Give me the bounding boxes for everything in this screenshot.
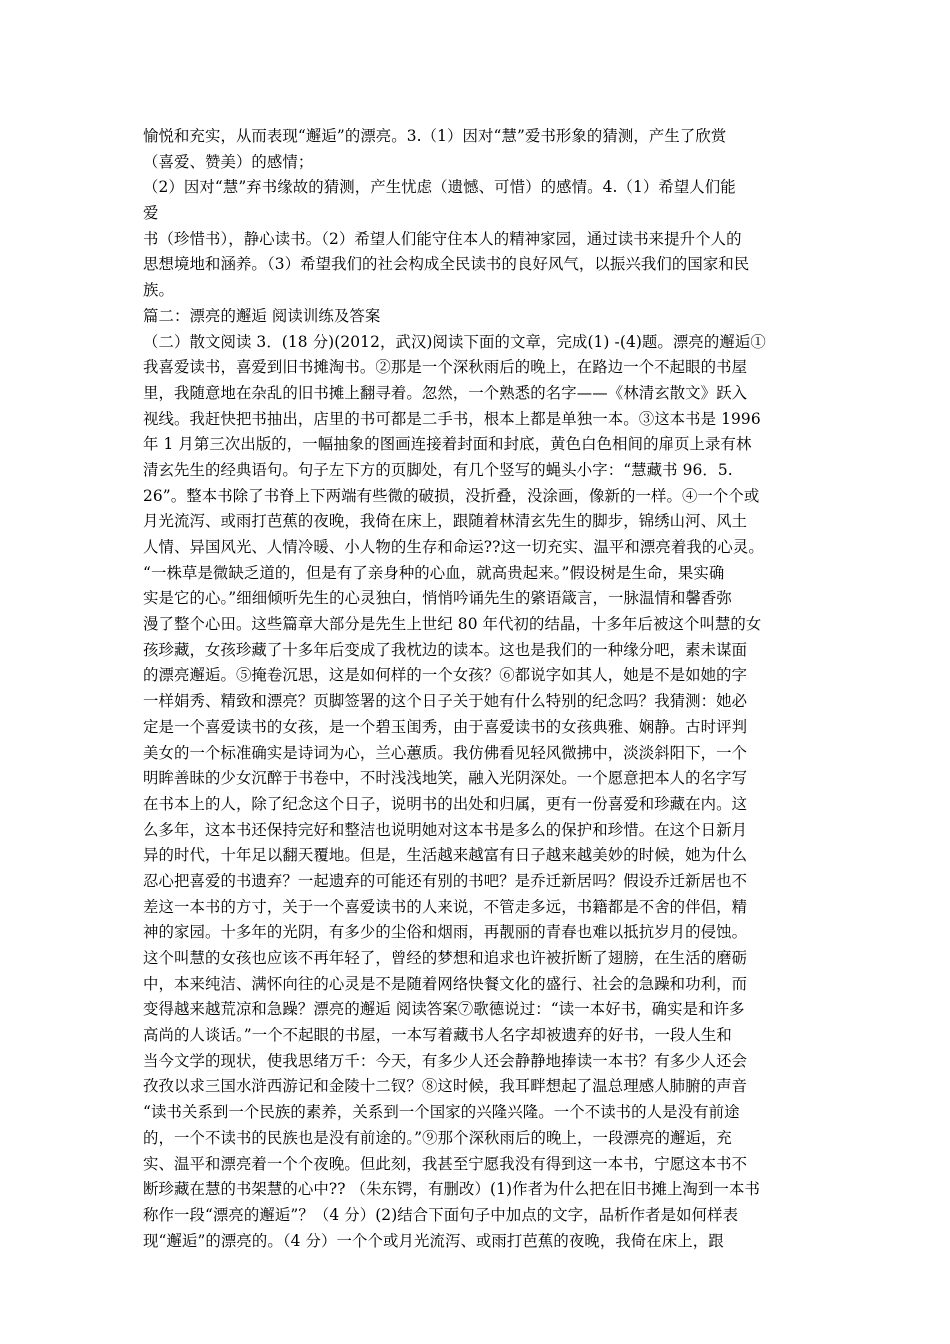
text-line: 一样娟秀、精致和漂亮？页脚签署的这个日子关于她有什么特别的纪念吗？我猜测：她必 bbox=[143, 692, 748, 711]
text-line: “一株草是微缺乏道的，但是有了亲身种的心血，就高贵起来。”假设树是生命，果实确 bbox=[143, 563, 725, 582]
text-line: 族。 bbox=[143, 281, 174, 300]
text-line: 中，本来纯洁、满怀向往的心灵是不是随着网络快餐文化的盛行、社会的急躁和功利，而 bbox=[143, 974, 748, 993]
text-line: 称作一段“漂亮的邂逅”？（4 分）(2)结合下面句子中加点的文字，品析作者是如何样表 bbox=[143, 1205, 739, 1224]
text-line: 在书本上的人，除了纪念这个日子，说明书的出处和归属，更有一份喜爱和珍藏在内。这 bbox=[143, 794, 748, 813]
text-line: 差这一本书的方寸，关于一个喜爱读书的人来说，不管走多远，书籍都是不舍的伴侣，精 bbox=[143, 897, 748, 916]
text-line: 美女的一个标准确实是诗词为心，兰心蕙质。我仿佛看见轻风微拂中，淡淡斜阳下，一个 bbox=[143, 743, 748, 762]
text-line: 定是一个喜爱读书的女孩，是一个碧玉闺秀，由于喜爱读书的女孩典雅、娴静。古时评判 bbox=[143, 717, 748, 736]
text-line: 实、温平和漂亮着一个个夜晚。但此刻，我甚至宁愿我没有得到这一本书，宁愿这本书不 bbox=[143, 1154, 748, 1173]
text-line: 现“邂逅”的漂亮的。（4 分）一个个或月光流泻、或雨打芭蕉的夜晚，我倚在床上，跟 bbox=[143, 1231, 724, 1250]
text-line: 清玄先生的经典语句。句子左下方的页脚处，有几个竖写的蝇头小字：“慧藏书 96．5. bbox=[143, 460, 733, 479]
text-line: “读书关系到一个民族的素养，关系到一个国家的兴隆兴隆。一个不读书的人是没有前途 bbox=[143, 1103, 740, 1122]
text-line: 忍心把喜爱的书遗弃？一起遗弃的可能还有别的书吧？是乔迁新居吗？假设乔迁新居也不 bbox=[143, 871, 748, 890]
text-line: 愉悦和充实，从而表现“邂逅”的漂亮。3.（1）因对“慧”爱书形象的猜测，产生了欣赏 bbox=[143, 127, 727, 145]
text-line: 年 1 月第三次出版的，一幅抽象的图画连接着封面和封底，黄色白色相间的扉页上录有林 bbox=[143, 435, 752, 454]
text-line: 思想境地和涵养。（3）希望我们的社会构成全民读书的良好风气，以振兴我们的国家和民 bbox=[143, 255, 750, 274]
text-line: 么多年，这本书还保持完好和整洁也说明她对这本书是多么的保护和珍惜。在这个日新月 bbox=[143, 820, 748, 839]
text-line: 26”。整本书除了书脊上下两端有些微的破损，没折叠，没涂画，像新的一样。④一个个或 bbox=[143, 486, 760, 505]
text-line: 当今文学的现状，使我思绪万千：今天，有多少人还会静静地捧读一本书？有多少人还会 bbox=[143, 1051, 748, 1070]
text-line: 孩珍藏，女孩珍藏了十多年后变成了我枕边的读本。这也是我们的一种缘分吧，素未谋面 bbox=[143, 640, 748, 659]
text-line: 这个叫慧的女孩也应该不再年轻了，曾经的梦想和追求也许被折断了翅膀，在生活的磨砺 bbox=[143, 949, 748, 967]
text-line: 孜孜以求三国水浒西游记和金陵十二钗？⑧这时候，我耳畔想起了温总理感人肺腑的声音 bbox=[143, 1077, 748, 1096]
document-body bbox=[143, 124, 815, 1254]
text-line: 书（珍惜书），静心读书。（2）希望人们能守住本人的精神家园，通过读书来提升个人的 bbox=[143, 229, 742, 248]
text-line: 月光流泻、或雨打芭蕉的夜晚，我倚在床上，跟随着林清玄先生的脚步，锦绣山河、风土 bbox=[143, 512, 748, 531]
text-line: 里，我随意地在杂乱的旧书摊上翻寻着。忽然，一个熟悉的名字——《林清玄散文》跃入 bbox=[143, 383, 748, 402]
text-line: 断珍藏在慧的书架慧的心中?? （朱东锷，有删改）(1)作者为什么把在旧书摊上淘到一本书 bbox=[143, 1180, 760, 1199]
text-line: 视线。我赶快把书抽出，店里的书可都是二手书，根本上都是单独一本。③这本书是 1996 bbox=[143, 409, 761, 428]
text-line: 人情、异国风光、人情冷暖、小人物的生存和命运??这一切充实、温平和漂亮着我的心灵。 bbox=[143, 538, 764, 556]
text-line: （2）因对“慧”弃书缘故的猜测，产生忧虑（遗憾、可惜）的感情。4.（1）希望人们能 bbox=[143, 178, 736, 197]
text-line: 实是它的心。”细细倾听先生的心灵独白，悄悄吟诵先生的綮语箴言，一脉温情和馨香弥 bbox=[143, 589, 732, 608]
text-line: 异的时代，十年足以翻天覆地。但是，生活越来越富有日子越来越美妙的时候，她为什么 bbox=[143, 846, 748, 865]
text-line: （二）散文阅读 3．(18 分)(2012，武汉)阅读下面的文章，完成(1) -(4)题。漂亮的邂逅① bbox=[143, 332, 766, 351]
section-heading: 篇二：漂亮的邂逅 阅读训练及答案 bbox=[143, 306, 381, 325]
text-line: 变得越来越荒凉和急躁？漂亮的邂逅 阅读答案⑦歌德说过：“读一本好书，确实是和许多 bbox=[143, 1000, 745, 1019]
text-line: 的漂亮邂逅。⑤掩卷沉思，这是如何样的一个女孩？⑥都说字如其人，她是不是如她的字 bbox=[143, 666, 748, 685]
text-line: 我喜爱读书，喜爱到旧书摊淘书。②那是一个深秋雨后的晚上，在路边一个不起眼的书屋 bbox=[143, 358, 748, 377]
text-line: 爱 bbox=[143, 204, 159, 223]
text-line: 的，一个不读书的民族也是没有前途的。”⑨那个深秋雨后的晚上，一段漂亮的邂逅，充 bbox=[143, 1128, 732, 1147]
text-line: 高尚的人谈话。”一个不起眼的书屋，一本写着藏书人名字却被遗弃的好书，一段人生和 bbox=[143, 1026, 732, 1045]
text-line: （喜爱、赞美）的感情； bbox=[143, 152, 314, 171]
text-line: 神的家园。十多年的光阴，有多少的尘俗和烟雨，再靓丽的青春也难以抵抗岁月的侵蚀。 bbox=[143, 923, 748, 942]
text-line: 漫了整个心田。这些篇章大部分是先生上世纪 80 年代初的结晶，十多年后被这个叫慧的女 bbox=[143, 615, 762, 634]
text-line: 明眸善昧的少女沉醉于书卷中，不时浅浅地笑，融入光阴深处。一个愿意把本人的名字写 bbox=[143, 769, 748, 788]
